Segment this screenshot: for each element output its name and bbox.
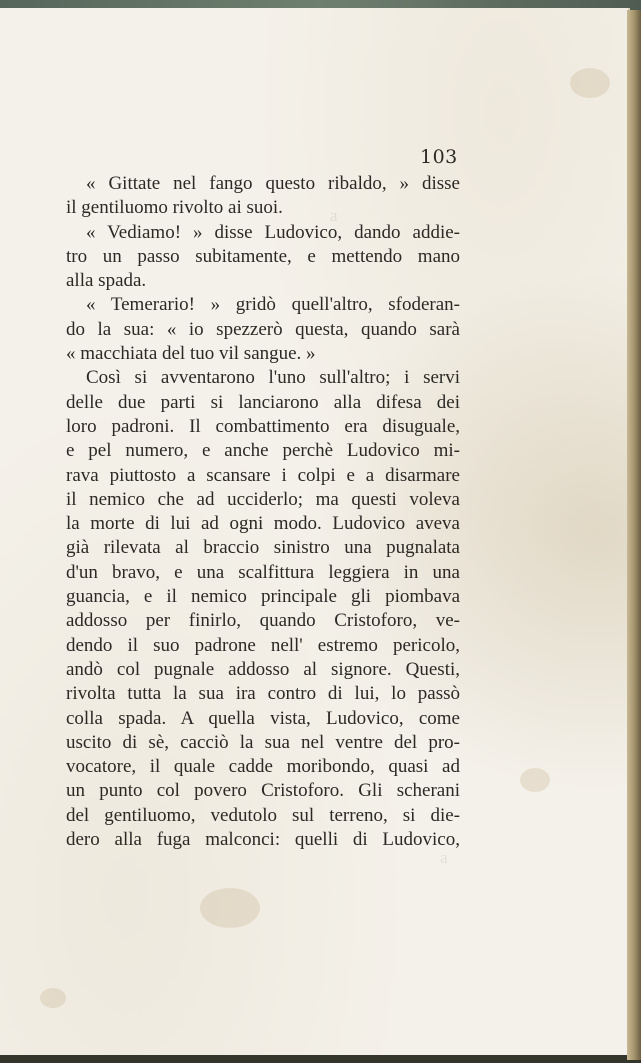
text-line: uscito di sè, cacciò la sua nel ventre del pro- xyxy=(66,731,460,753)
bleed-through-text: a xyxy=(330,206,338,225)
text-line: il nemico che ad ucciderlo; ma questi voleva xyxy=(66,488,460,510)
page-number: 103 xyxy=(420,146,458,168)
text-line: del gentiluomo, vedutolo sul terreno, si die- xyxy=(66,804,460,826)
text-line: alla spada. xyxy=(66,270,147,292)
text-line: « macchiata del tuo vil sangue. » xyxy=(66,343,316,365)
text-line: il gentiluomo rivolto ai suoi. xyxy=(66,197,283,219)
text-line: tro un passo subitamente, e mettendo mano xyxy=(66,245,460,267)
bleed-through-text: a xyxy=(440,848,448,867)
text-line: delle due parti si lanciarono alla difesa dei xyxy=(66,391,460,413)
text-line: « Gittate nel fango questo ribaldo, » disse xyxy=(86,173,460,194)
text-line: do la sua: « io spezzerò questa, quando sarà xyxy=(66,318,460,340)
paper-stain xyxy=(200,888,260,928)
text-line: rava piuttosto a scansare i colpi e a disarmare xyxy=(66,464,460,486)
text-line: la morte di lui ad ogni modo. Ludovico aveva xyxy=(66,513,460,535)
text-line: già rilevata al braccio sinistro una pugnalata xyxy=(66,537,460,559)
text-line: andò col pugnale addosso al signore. Questi, xyxy=(66,658,460,680)
text-line: dero alla fuga malconci: quelli di Ludovico, xyxy=(66,829,460,851)
text-line: un punto col povero Cristoforo. Gli scherani xyxy=(66,780,460,802)
text-line: addosso per finirlo, quando Cristoforo, ve- xyxy=(66,610,460,632)
text-line: « Temerario! » gridò quell'altro, sfoderan- xyxy=(86,294,460,316)
text-line: vocatore, il quale cadde moribondo, quasi ad xyxy=(66,756,460,778)
text-line: d'un bravo, e una scalfittura leggiera in una xyxy=(66,561,460,583)
text-line: colla spada. A quella vista, Ludovico, come xyxy=(66,707,460,729)
body-text xyxy=(66,172,460,852)
paper-stain xyxy=(570,68,610,98)
text-line: rivolta tutta la sua ira contro di lui, lo passò xyxy=(66,683,460,705)
text-line: loro padroni. Il combattimento era disuguale, xyxy=(66,415,460,437)
text-line: « Vediamo! » disse Ludovico, dando addie- xyxy=(86,221,460,243)
page-edge xyxy=(627,10,641,1060)
text-line: guancia, e il nemico principale gli piombava xyxy=(66,586,460,608)
text-line: Così si avventarono l'uno sull'altro; i servi xyxy=(86,367,460,389)
paper-stain xyxy=(520,768,550,792)
text-line: dendo il suo padrone nell' estremo pericolo, xyxy=(66,634,460,656)
text-line: e pel numero, e anche perchè Ludovico mi- xyxy=(66,440,460,462)
paper-stain xyxy=(40,988,66,1008)
